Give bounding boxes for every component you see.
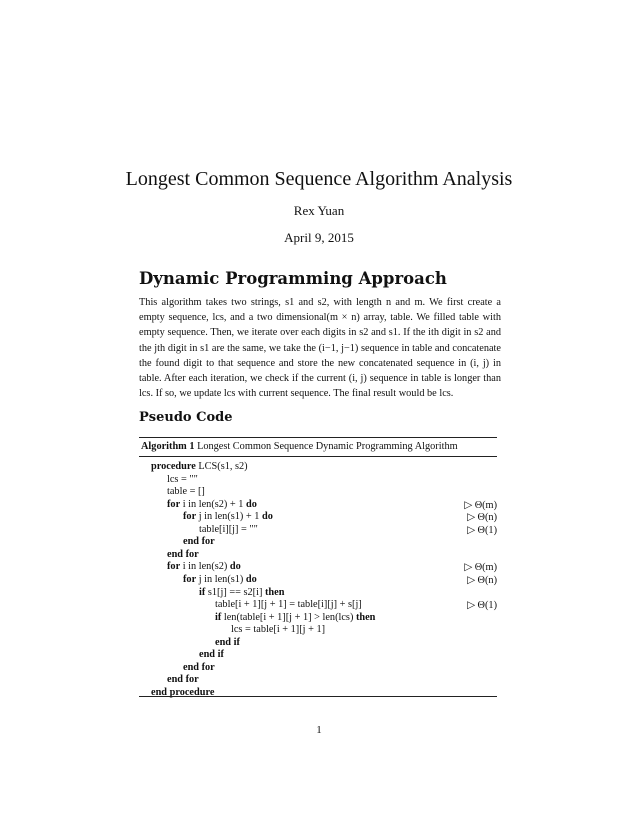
- algorithm-top-rule: [139, 437, 497, 438]
- algorithm-caption: [141, 441, 458, 452]
- algorithm-line-code: for j in len(s1) do: [183, 573, 257, 585]
- algorithm-line: [0, 662, 638, 675]
- algorithm-line: [0, 637, 638, 650]
- algorithm-line-comment: ▷ Θ(m): [464, 562, 497, 574]
- body-paragraph: This algorithm takes two strings, s1 and s2, with length n and m. We first create a empty sequence, lcs, and a two dimensional(m × n) array, table. We filled table with empty sequence. Then, we iterate over each digits in s2 and s1. If the ith digit in s2 and the jth digit in s1 are the same, we take the (i−1, j−1) sequence in table and concatenate the found digit to that sequence and store the new concatenated sequence in (i, j) in table. After each iteration, we check if the current (i, j) sequence in table is longer than lcs. If so, we update lcs with current sequence. The final result would be lcs.: [139, 297, 501, 400]
- page-number: 1: [316, 724, 322, 736]
- algorithm-line-code: procedure LCS(s1, s2): [151, 461, 248, 472]
- algorithm-line-code: end procedure: [151, 686, 215, 698]
- algorithm-line-comment: ▷ Θ(1): [467, 600, 497, 612]
- algorithm-line-code: lcs = "": [167, 473, 198, 485]
- algorithm-line: [0, 649, 638, 662]
- algorithm-line: [0, 624, 638, 637]
- algorithm-line-code: end if: [215, 636, 240, 648]
- algorithm-line: [0, 612, 638, 625]
- algorithm-line-code: table[i + 1][j + 1] = table[i][j] + s[j]: [215, 599, 362, 611]
- algorithm-line-comment: ▷ Θ(n): [467, 574, 497, 586]
- algorithm-line: [0, 461, 638, 474]
- algorithm-label: Algorithm 1: [141, 441, 195, 452]
- section-heading: Dynamic Programming Approach: [139, 269, 447, 288]
- algorithm-line-code: table = []: [167, 486, 205, 498]
- algorithm-line-code: for i in len(s2) do: [167, 561, 241, 573]
- algorithm-line: [0, 474, 638, 487]
- algorithm-line-code: if s1[j] == s2[i] then: [199, 586, 285, 598]
- subsection-heading: Pseudo Code: [139, 410, 233, 425]
- algorithm-line-code: end if: [199, 649, 224, 661]
- algorithm-line-code: end for: [167, 674, 199, 686]
- algorithm-line: [0, 561, 638, 574]
- algorithm-line: [0, 536, 638, 549]
- algorithm-line-code: for j in len(s1) + 1 do: [183, 511, 273, 523]
- author-name: Rex Yuan: [293, 203, 345, 218]
- algorithm-line: [0, 574, 638, 587]
- document-title: Longest Common Sequence Algorithm Analysis: [125, 168, 513, 190]
- algorithm-line-code: lcs = table[i + 1][j + 1]: [231, 624, 326, 636]
- algorithm-line-code: end for: [183, 661, 215, 673]
- algorithm-line-code: end for: [167, 548, 199, 560]
- algorithm-line: [0, 486, 638, 499]
- algorithm-line: [0, 499, 638, 512]
- algorithm-line: [0, 687, 638, 700]
- algorithm-line-code: table[i][j] = "": [199, 523, 258, 535]
- algorithm-line-code: end for: [183, 536, 215, 548]
- algorithm-line-comment: ▷ Θ(n): [467, 512, 497, 524]
- algorithm-line: [0, 599, 638, 612]
- algorithm-line-code: for i in len(s2) + 1 do: [167, 498, 257, 510]
- algorithm-line-code: if len(table[i + 1][j + 1] > len(lcs) then: [215, 611, 376, 623]
- algorithm-line-comment: ▷ Θ(1): [467, 524, 497, 536]
- algorithm-caption-rule: [139, 456, 497, 457]
- algorithm-line: [0, 524, 638, 537]
- algorithm-line: [0, 674, 638, 687]
- algorithm-line: [0, 511, 638, 524]
- algorithm-line-comment: ▷ Θ(m): [464, 499, 497, 511]
- algorithm-line: [0, 587, 638, 600]
- algorithm-bottom-rule: [139, 696, 497, 697]
- algorithm-line: [0, 549, 638, 562]
- publication-date: April 9, 2015: [284, 230, 354, 245]
- algorithm-caption-text: Longest Common Sequence Dynamic Programming Algorithm: [197, 441, 458, 452]
